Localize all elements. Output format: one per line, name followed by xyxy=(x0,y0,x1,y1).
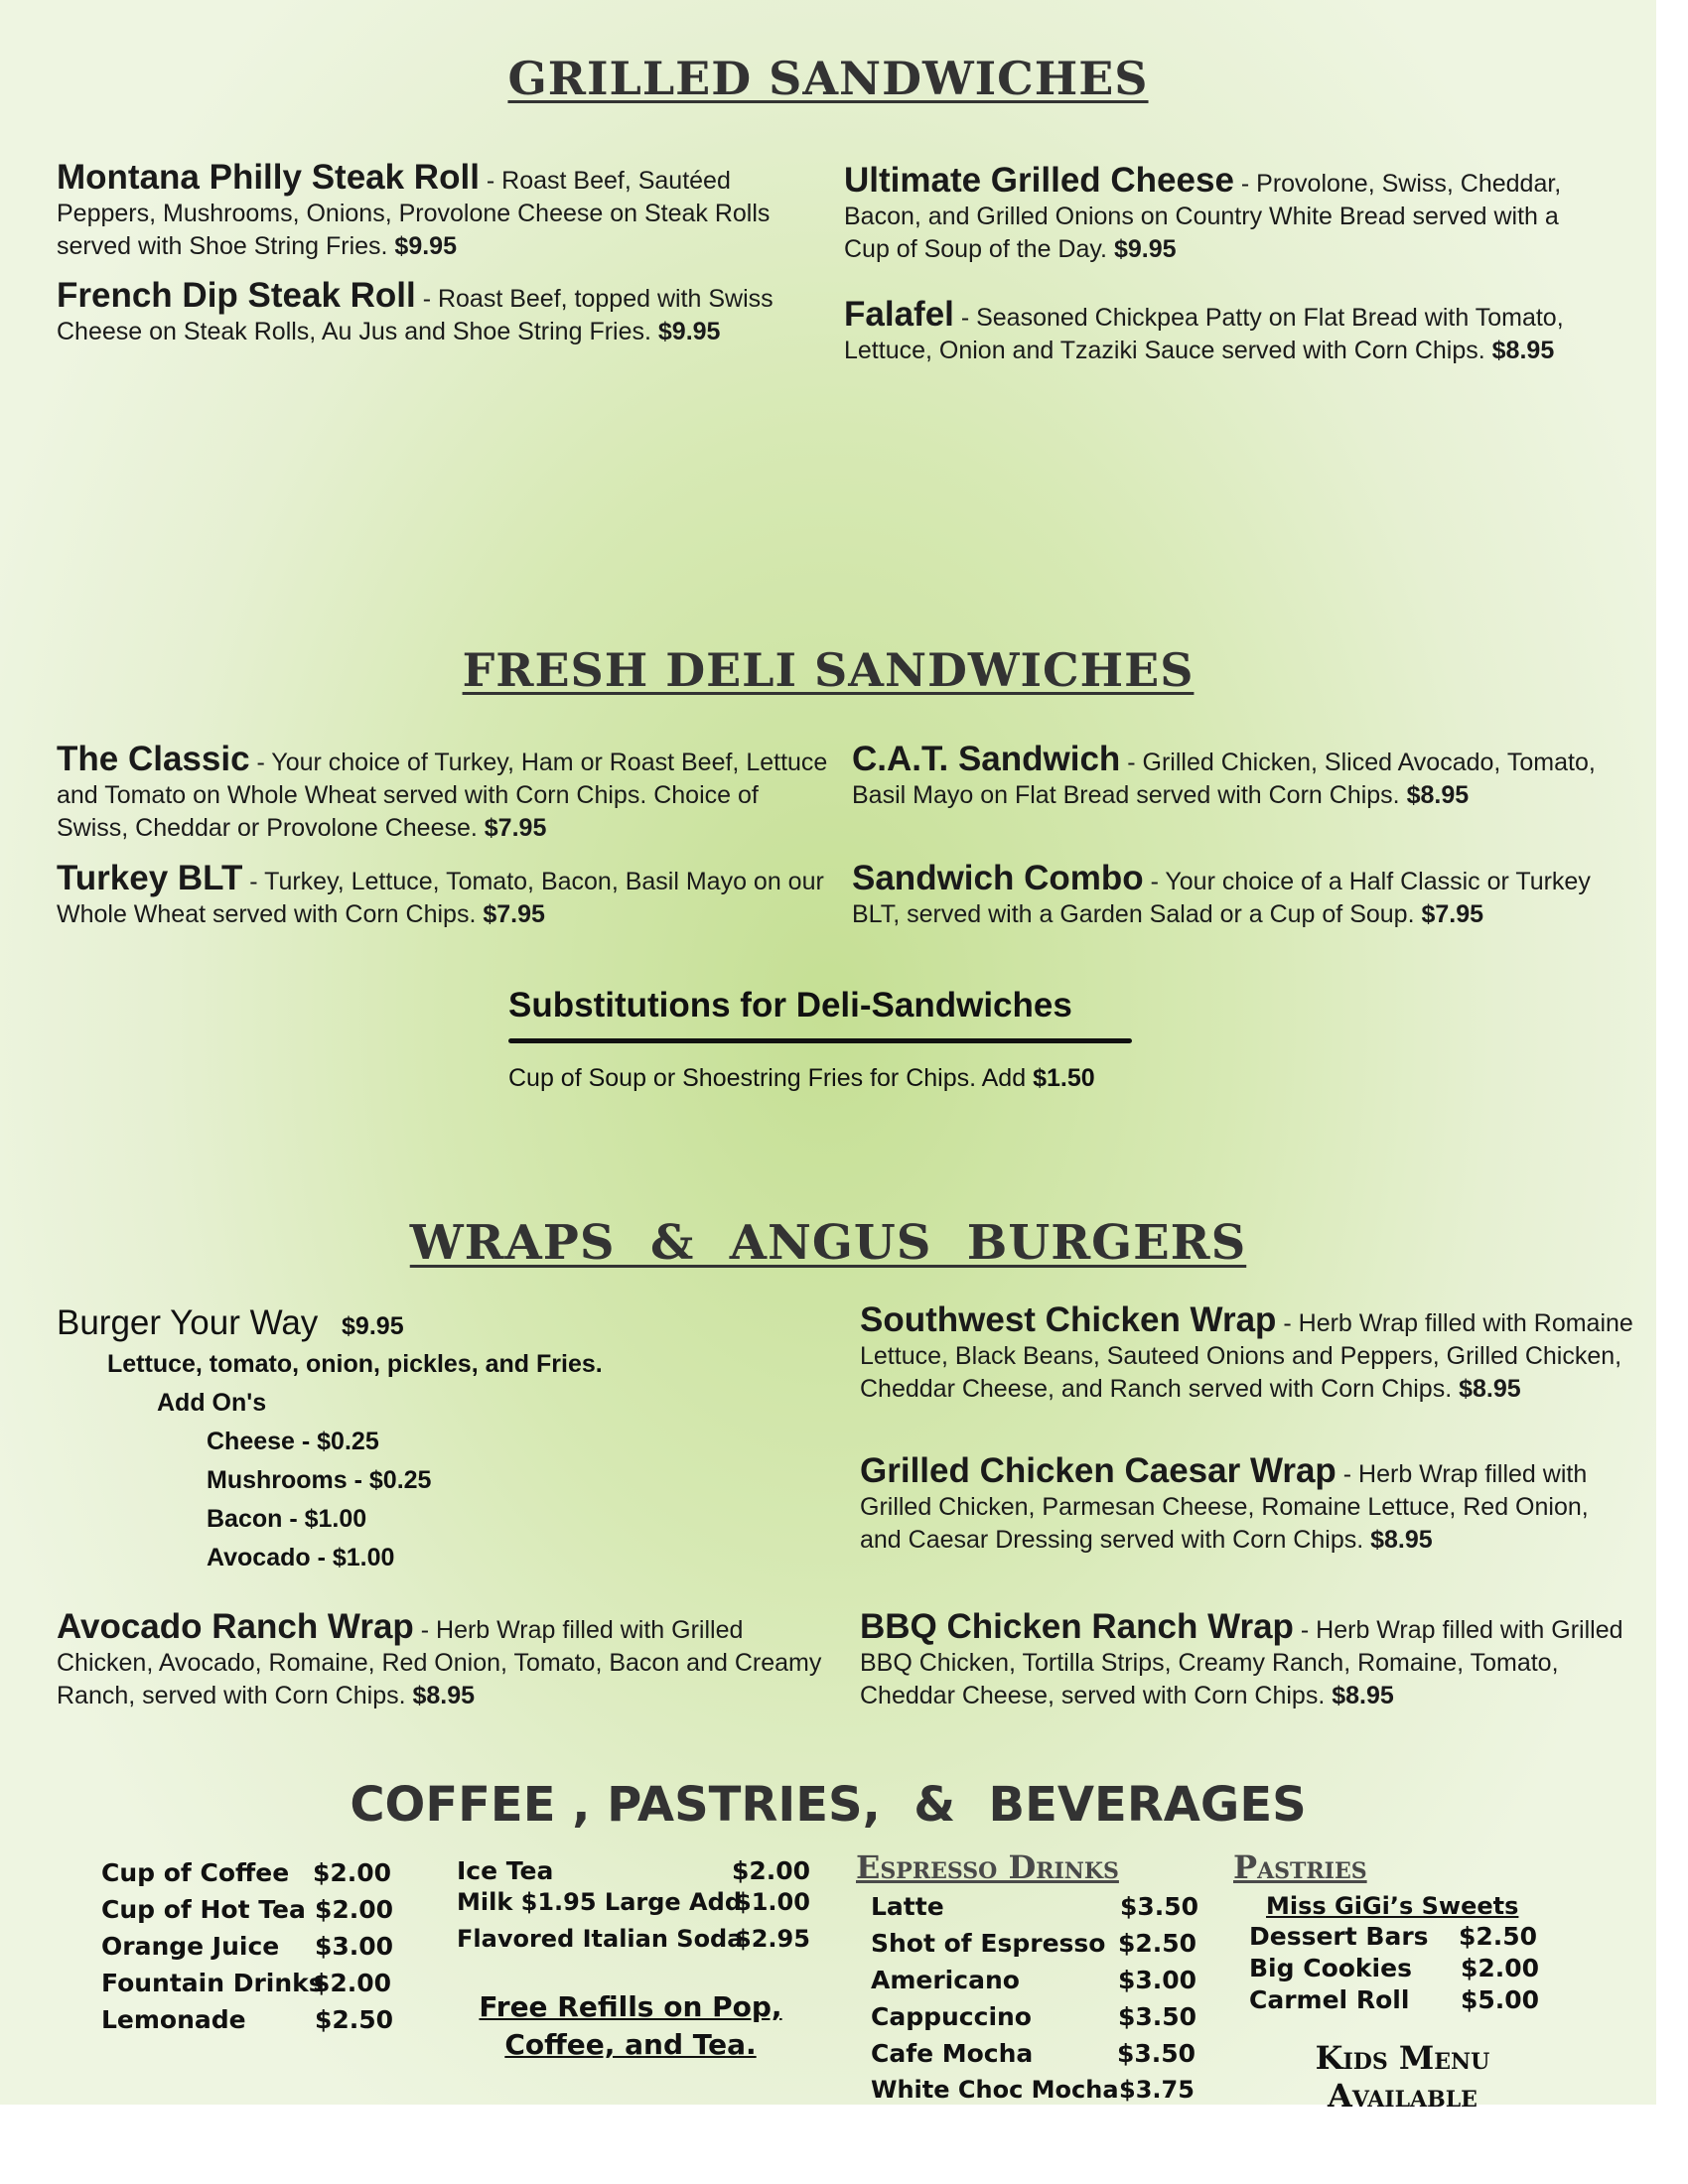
menu-item-turkey-blt xyxy=(57,859,831,931)
item-price: $7.95 xyxy=(1421,900,1484,928)
item-price: $9.95 xyxy=(394,232,457,260)
item-description: - Grilled Chicken, Sliced Avocado, Tomato, Basil Mayo on Flat Bread served with Corn Chips. xyxy=(852,749,1596,809)
kids-menu-line: Available xyxy=(1328,2077,1477,2115)
espresso-price: $3.00 xyxy=(1118,1966,1197,1994)
beverage-row xyxy=(101,1895,306,1924)
espresso-price: $3.50 xyxy=(1120,1892,1199,1921)
beverage-price: $2.50 xyxy=(315,2005,394,2034)
kids-menu-note xyxy=(1281,2039,1524,2115)
pastry-price: $5.00 xyxy=(1461,1985,1540,2014)
substitutions-desc: Cup of Soup or Shoestring Fries for Chips. Add xyxy=(508,1064,1034,1092)
beverage-name: Orange Juice xyxy=(101,1932,280,1961)
pastry-price: $2.50 xyxy=(1459,1922,1538,1951)
item-price: $9.95 xyxy=(657,318,721,345)
pastry-name: Carmel Roll xyxy=(1249,1985,1410,2014)
substitutions-price: $1.50 xyxy=(1033,1064,1095,1092)
addon-avocado: Avocado - $1.00 xyxy=(207,1544,395,1571)
item-description: - Herb Wrap filled with Grilled Chicken, Parmesan Cheese, Romaine Lettuce, Red Onion, and Caesar Dressing served with Corn Chips. xyxy=(860,1460,1589,1554)
substitutions-text xyxy=(508,1064,1095,1093)
item-name: BBQ Chicken Ranch Wrap xyxy=(860,1607,1294,1646)
burger-your-way xyxy=(57,1303,404,1343)
menu-item-southwest-chicken-wrap xyxy=(860,1300,1644,1406)
item-name: The Classic xyxy=(57,740,250,778)
menu-item-falafel xyxy=(844,295,1599,367)
beverage-price: $3.00 xyxy=(315,1932,394,1961)
item-price: $8.95 xyxy=(412,1682,476,1709)
pastry-price: $2.00 xyxy=(1461,1954,1540,1982)
beverage-name: Flavored Italian Soda xyxy=(457,1925,744,1953)
beverage-name: Fountain Drinks xyxy=(101,1969,324,1997)
beverage-price: $2.00 xyxy=(313,1858,392,1887)
substitutions-divider xyxy=(508,1038,1132,1043)
item-name: French Dip Steak Roll xyxy=(57,276,416,315)
beverage-price: $2.00 xyxy=(313,1969,392,1997)
wraps-burgers-title: WRAPS & ANGUS BURGERS xyxy=(409,1215,1247,1271)
beverage-row xyxy=(101,1932,279,1961)
item-name: Ultimate Grilled Cheese xyxy=(844,161,1234,200)
beverage-name: Lemonade xyxy=(101,2005,246,2034)
fresh-deli-sandwiches-title: FRESH DELI SANDWICHES xyxy=(462,643,1195,697)
item-description: - Provolone, Swiss, Cheddar, Bacon, and Grilled Onions on Country White Bread served with a Cup of Soup of the Day. xyxy=(844,170,1562,263)
beverage-name: Milk $1.95 Large Add xyxy=(457,1888,742,1916)
item-price: $9.95 xyxy=(1113,235,1177,263)
addon-mushrooms: Mushrooms - $0.25 xyxy=(207,1466,432,1494)
menu-item-montana-philly xyxy=(57,158,821,263)
espresso-name: White Choc Mocha xyxy=(871,2076,1119,2104)
item-price: $8.95 xyxy=(1370,1526,1433,1554)
item-description: - Herb Wrap filled with Grilled BBQ Chicken, Tortilla Strips, Creamy Ranch, Romaine, Tomato, Cheddar Cheese, served with Corn Chips. xyxy=(860,1616,1623,1709)
item-name: Grilled Chicken Caesar Wrap xyxy=(860,1451,1336,1490)
beverage-price: $1.00 xyxy=(735,1888,810,1916)
menu-item-grilled-chicken-caesar-wrap xyxy=(860,1451,1634,1557)
item-name: Southwest Chicken Wrap xyxy=(860,1300,1277,1339)
menu-item-the-classic xyxy=(57,740,831,845)
menu-item-cat-sandwich xyxy=(852,740,1597,812)
beverage-row xyxy=(101,1969,324,1997)
pastry-name: Big Cookies xyxy=(1249,1954,1412,1982)
beverage-price: $2.95 xyxy=(735,1925,810,1953)
espresso-drinks-title: Espresso Drinks xyxy=(856,1848,1119,1886)
menu-item-ultimate-grilled-cheese xyxy=(844,161,1599,266)
espresso-price: $3.50 xyxy=(1118,2002,1197,2031)
item-name: Montana Philly Steak Roll xyxy=(57,158,480,197)
substitutions-title: Substitutions for Deli-Sandwiches xyxy=(508,986,1072,1024)
menu-item-bbq-chicken-ranch-wrap xyxy=(860,1607,1634,1712)
espresso-price: $3.75 xyxy=(1119,2076,1195,2104)
beverage-name: Ice Tea xyxy=(457,1856,554,1885)
menu-item-sandwich-combo xyxy=(852,859,1597,931)
item-price: $8.95 xyxy=(1332,1682,1394,1709)
beverage-row xyxy=(101,1858,289,1887)
item-description: - Seasoned Chickpea Patty on Flat Bread with Tomato, Lettuce, Onion and Tzaziki Sauce served with Corn Chips. xyxy=(844,304,1564,364)
item-description: - Herb Wrap filled with Romaine Lettuce, Black Beans, Sauteed Onions and Peppers, Grilled Chicken, Cheddar Cheese, and Ranch served with Corn Chips. xyxy=(860,1309,1633,1403)
item-name: Avocado Ranch Wrap xyxy=(57,1607,414,1646)
item-price: $8.95 xyxy=(1491,337,1555,364)
pastries-subtitle: Miss GiGi’s Sweets xyxy=(1266,1892,1519,1920)
item-name: Falafel xyxy=(844,295,954,334)
espresso-name: Americano xyxy=(871,1966,1020,1994)
addons-label: Add On's xyxy=(157,1389,267,1417)
item-name: C.A.T. Sandwich xyxy=(852,740,1121,778)
grilled-sandwiches-title: GRILLED SANDWICHES xyxy=(507,52,1149,105)
kids-menu-line: Kids Menu xyxy=(1315,2039,1490,2077)
espresso-name: Shot of Espresso xyxy=(871,1929,1106,1958)
pastry-name: Dessert Bars xyxy=(1249,1922,1429,1951)
beverage-row xyxy=(101,2005,246,2034)
espresso-price: $3.50 xyxy=(1117,2039,1196,2068)
menu-item-avocado-ranch-wrap xyxy=(57,1607,841,1712)
menu-item-french-dip xyxy=(57,276,821,348)
free-refills-line: Free Refills on Pop, xyxy=(479,1990,782,2023)
burger-price: $9.95 xyxy=(342,1312,404,1340)
item-description: - Your choice of Turkey, Ham or Roast Beef, Lettuce and Tomato on Whole Wheat served with Corn Chips. Choice of Swiss, Cheddar or Provolone Cheese. xyxy=(57,749,828,842)
addon-bacon: Bacon - $1.00 xyxy=(207,1505,367,1533)
item-description: - Herb Wrap filled with Grilled Chicken, Avocado, Romaine, Red Onion, Tomato, Bacon and Creamy Ranch, served with Corn Chips. xyxy=(57,1616,822,1709)
free-refills-note xyxy=(447,1988,814,2064)
item-price: $7.95 xyxy=(483,900,545,928)
espresso-price: $2.50 xyxy=(1118,1929,1197,1958)
free-refills-line: Coffee, and Tea. xyxy=(504,2028,757,2061)
beverage-price: $2.00 xyxy=(315,1895,394,1924)
addon-cheese: Cheese - $0.25 xyxy=(207,1428,379,1455)
item-name: Sandwich Combo xyxy=(852,859,1144,897)
espresso-name: Cappuccino xyxy=(871,2002,1032,2031)
item-price: $8.95 xyxy=(1406,781,1470,809)
burger-toppings: Lettuce, tomato, onion, pickles, and Fries. xyxy=(107,1350,603,1378)
pastries-title: Pastries xyxy=(1233,1848,1367,1886)
item-description: - Turkey, Lettuce, Tomato, Bacon, Basil Mayo on our Whole Wheat served with Corn Chips. xyxy=(57,868,824,928)
item-description: - Your choice of a Half Classic or Turkey BLT, served with a Garden Salad or a Cup of Soup. xyxy=(852,868,1591,928)
beverage-name: Cup of Coffee xyxy=(101,1858,290,1887)
beverage-name: Cup of Hot Tea xyxy=(101,1895,306,1924)
espresso-name: Cafe Mocha xyxy=(871,2039,1034,2068)
coffee-pastries-beverages-title: COFFEE , PASTRIES, & BEVERAGES xyxy=(350,1777,1307,1833)
item-name: Turkey BLT xyxy=(57,859,243,897)
espresso-name: Latte xyxy=(871,1892,944,1921)
item-price: $8.95 xyxy=(1459,1375,1521,1403)
burger-name: Burger Your Way xyxy=(57,1303,319,1342)
beverage-price: $2.00 xyxy=(732,1856,811,1885)
item-description: - Roast Beef, topped with Swiss Cheese on Steak Rolls, Au Jus and Shoe String Fries. xyxy=(57,285,774,345)
item-description: - Roast Beef, Sautéed Peppers, Mushrooms, Onions, Provolone Cheese on Steak Rolls served with Shoe String Fries. xyxy=(57,167,771,260)
item-price: $7.95 xyxy=(484,814,547,842)
